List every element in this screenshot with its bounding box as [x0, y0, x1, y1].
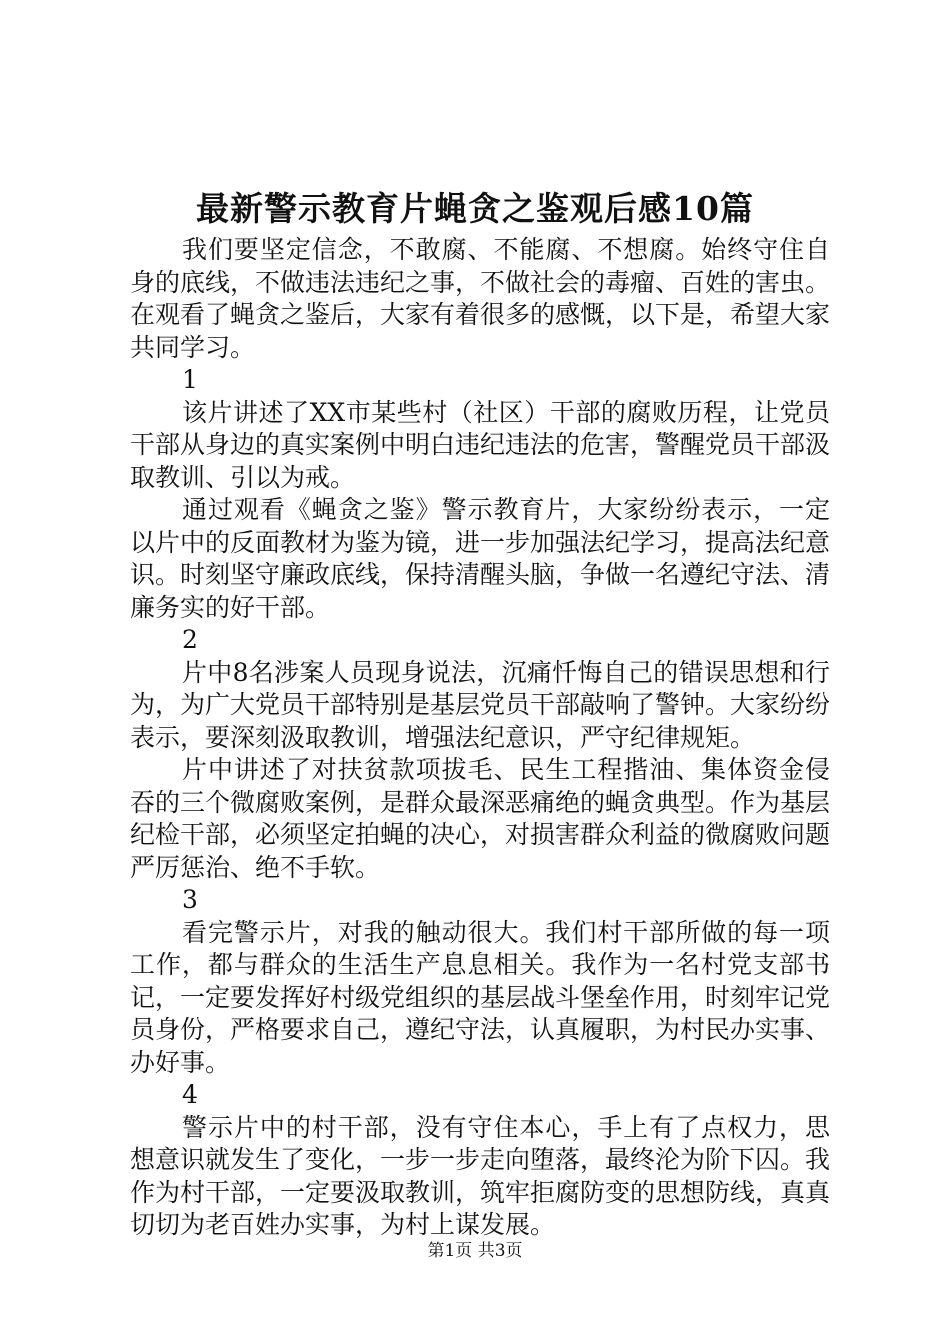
section-paragraph: 该片讲述了XX市某些村（社区）干部的腐败历程，让党员干部从身边的真实案例中明白违纪违法的危害，警醒党员干部汲取教训、引以为戒。: [130, 397, 831, 492]
section-paragraph: 片中8名涉案人员现身说法，沉痛忏悔自己的错误思想和行为，为广大党员干部特别是基层党员干部敲响了警钟。大家纷纷表示，要深刻汲取教训，增强法纪意识，严守纪律规矩。: [130, 657, 831, 752]
section-paragraph: 警示片中的村干部，没有守住本心，手上有了点权力，思想意识就发生了变化，一步一步走向堕落，最终沦为阶下囚。我作为村干部，一定要汲取教训，筑牢拒腐防变的思想防线，真真切切为老百姓办实事，为村上谋发展。: [130, 1112, 831, 1239]
document-body: [130, 234, 830, 1242]
section-paragraph: 片中讲述了对扶贫款项拔毛、民生工程揩油、集体资金侵吞的三个微腐败案例，是群众最深恶痛绝的蝇贪典型。作为基层纪检干部，必须坚定拍蝇的决心，对损害群众利益的微腐败问题严厉惩治、绝不手软。: [130, 755, 831, 882]
intro-paragraph: 我们要坚定信念，不敢腐、不能腐、不想腐。始终守住自身的底线，不做违法违纪之事，不做社会的毒瘤、百姓的害虫。在观看了蝇贪之鉴后，大家有着很多的感慨，以下是，希望大家共同学习。: [130, 235, 831, 362]
section-paragraph: 看完警示片，对我的触动很大。我们村干部所做的每一项工作，都与群众的生活生产息息相关。我作为一名村党支部书记，一定要发挥好村级党组织的基层战斗堡垒作用，时刻牢记党员身份，严格要求自己，遵纪守法，认真履职，为村民办实事、办好事。: [130, 917, 831, 1077]
section-number: 3: [182, 885, 198, 914]
section-number: 1: [182, 365, 198, 394]
document-title: 最新警示教育片蝇贪之鉴观后感10篇: [196, 189, 754, 228]
section-number: 2: [182, 625, 198, 654]
page-footer: 第1页 共3页: [427, 1241, 523, 1261]
section-paragraph: 通过观看《蝇贪之鉴》警示教育片，大家纷纷表示，一定以片中的反面教材为鉴为镜，进一步加强法纪学习，提高法纪意识。时刻坚守廉政底线，保持清醒头脑，争做一名遵纪守法、清廉务实的好干部。: [130, 495, 831, 622]
section-number: 4: [182, 1080, 198, 1109]
